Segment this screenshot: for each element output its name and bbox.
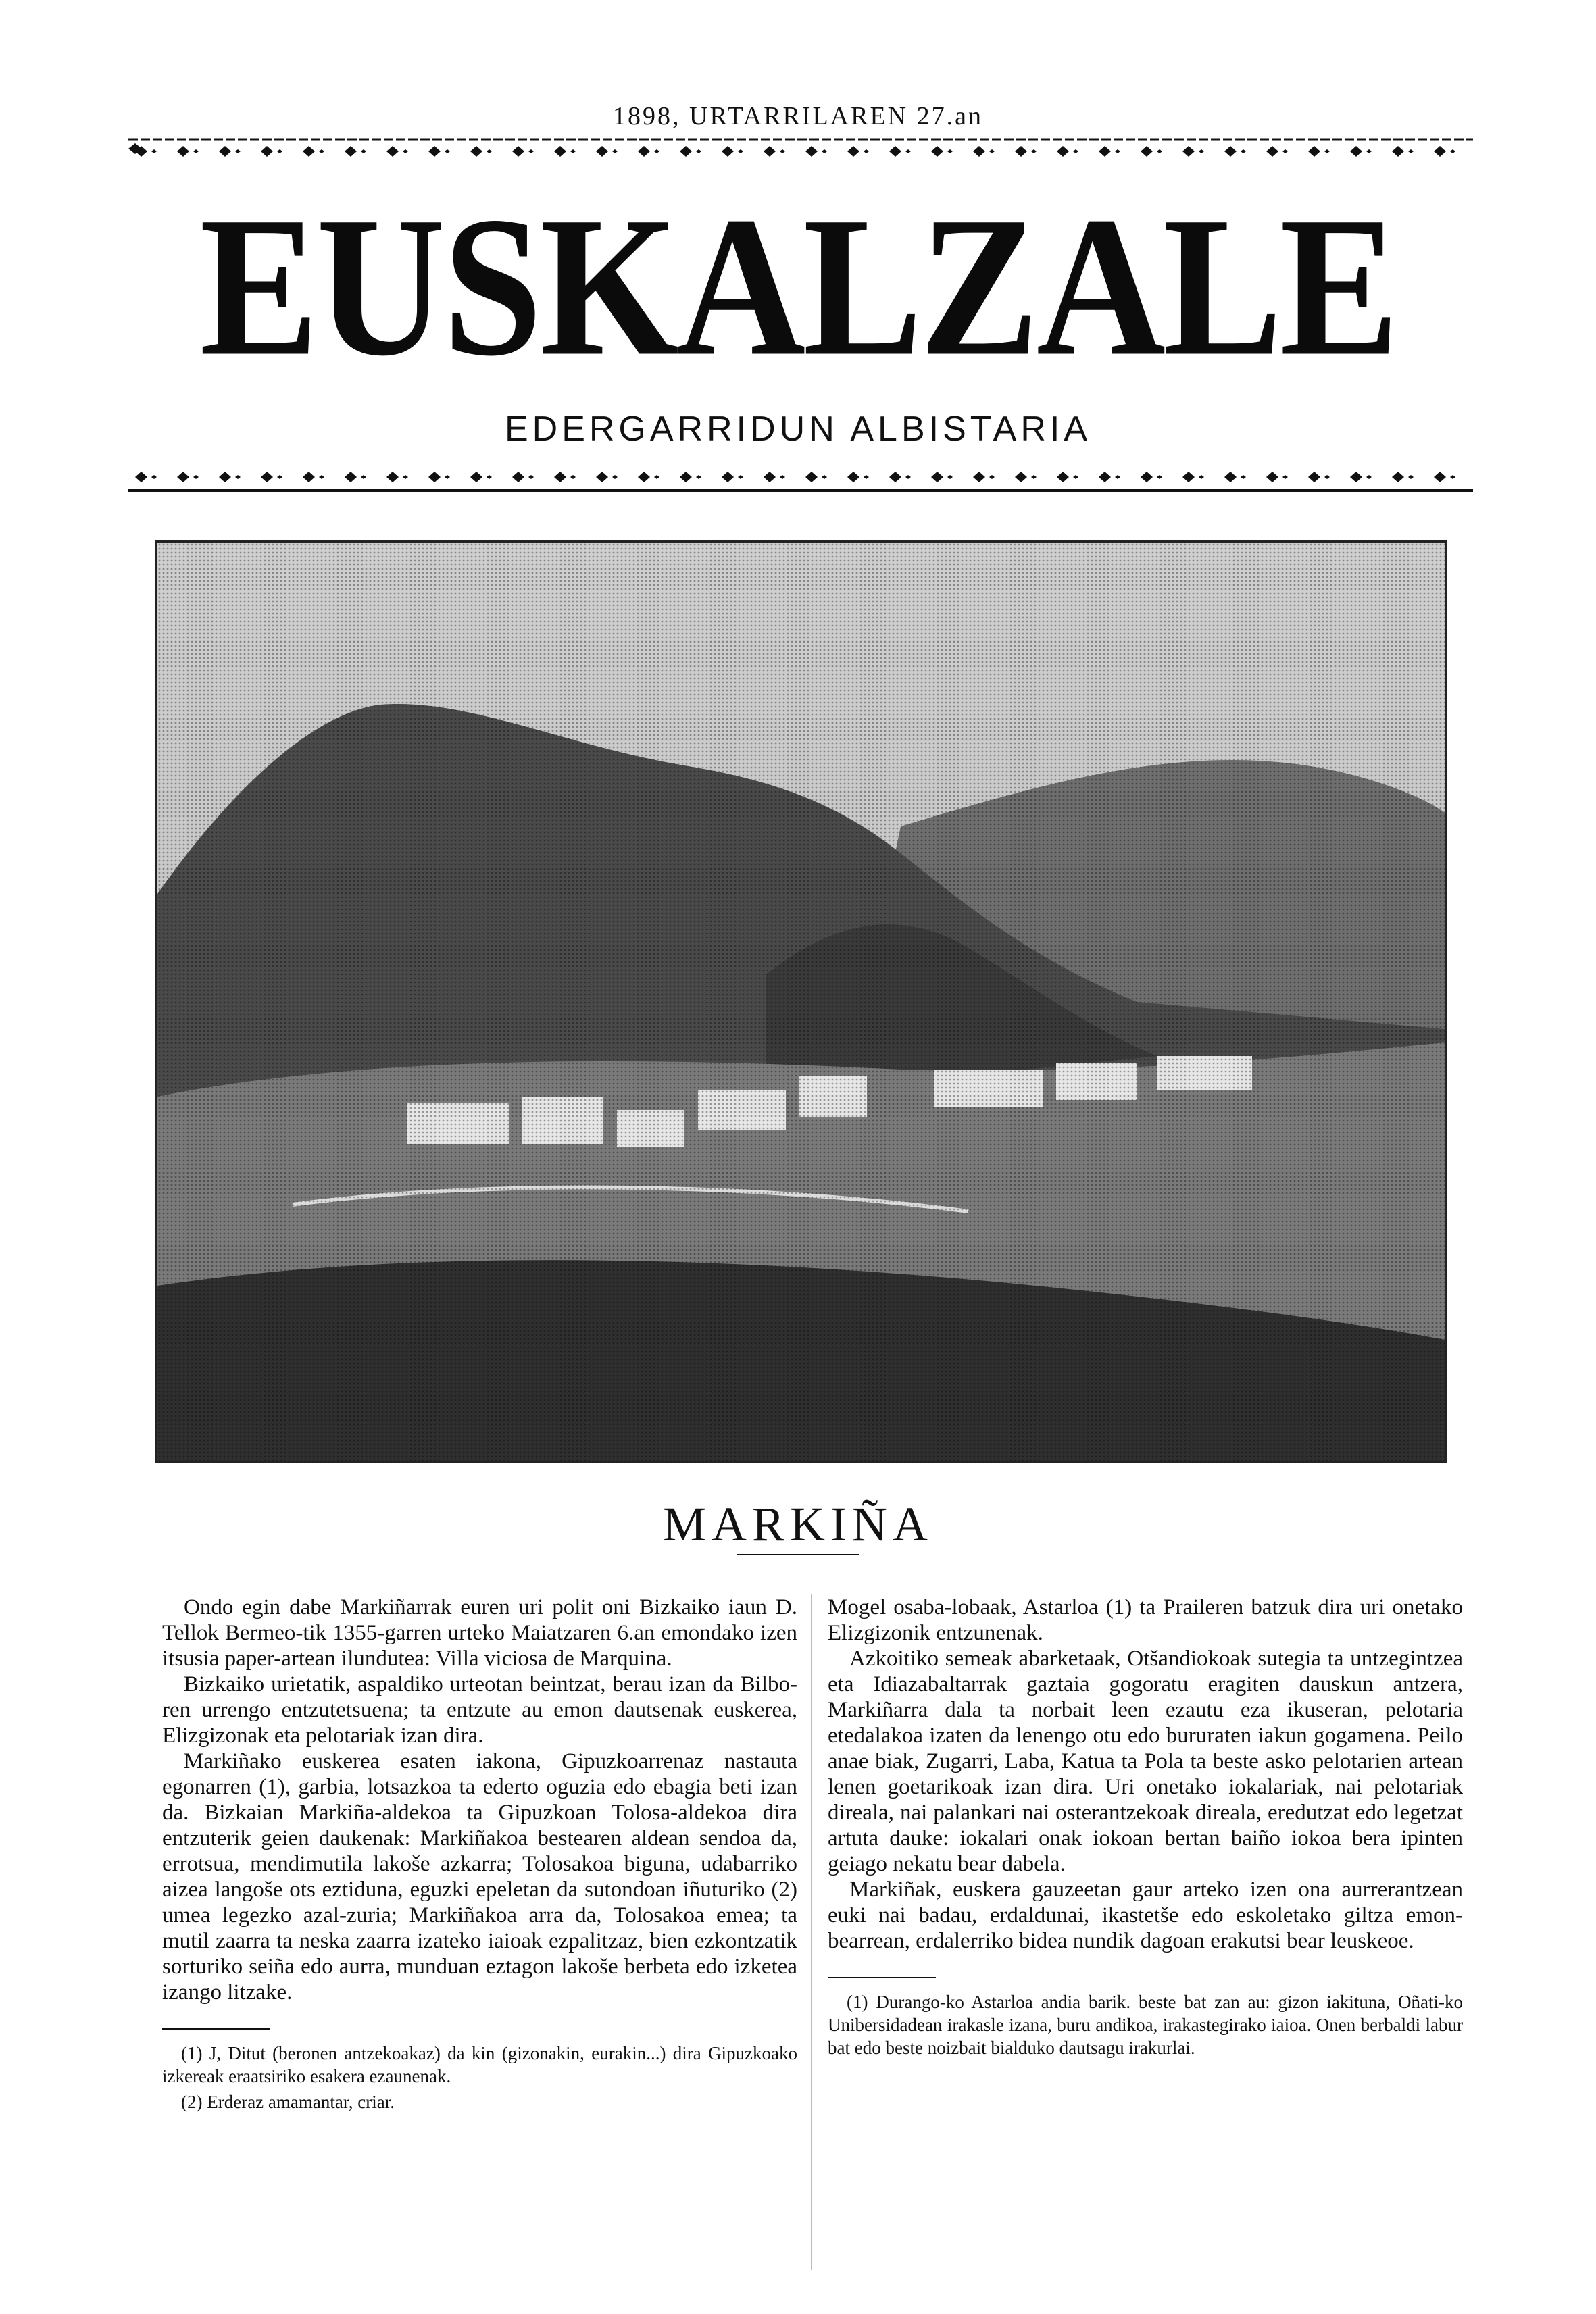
ornament-glyph bbox=[722, 472, 743, 482]
ornament-glyph bbox=[1057, 472, 1078, 482]
footnote: (2) Erderaz amamantar, criar. bbox=[181, 2092, 395, 2112]
ornament-glyph bbox=[931, 472, 953, 482]
ornament-glyph bbox=[470, 146, 492, 157]
ornament-glyph bbox=[847, 146, 869, 157]
footnote: (1) J, Ditut (beronen antzekoakaz) da kin (gizonakin, eurakin...) dira Gipuzkoako izkereak eraatsiriko esakera ezaunenak. bbox=[162, 2043, 797, 2086]
town-landscape-photo bbox=[155, 540, 1447, 1463]
ornament-glyph bbox=[638, 146, 659, 157]
ornament-glyph bbox=[303, 472, 324, 482]
paragraph: Mogel osaba-lobaak, Astarloa (1) ta Praileren batzuk dira uri onetako Elizgizonik entzunenak. bbox=[828, 1595, 1463, 1645]
issue-date: 1898, URTARRILAREN 27.an bbox=[613, 102, 983, 130]
ornament-glyph bbox=[680, 472, 701, 482]
ornament-glyph bbox=[345, 472, 366, 482]
footnote: (1) Durango-ko Astarloa andia barik. beste bat zan au: gizon iakituna, Oñati-ko Unibersidadean irakasle izana, buru andikoa, irakastegirako iaioa. Onen berbaldi labur bat edo beste noizbait bialduko dautsagu irakurlai. bbox=[828, 1992, 1463, 2058]
landscape-photo-icon bbox=[157, 543, 1445, 1461]
ornament-glyph bbox=[1350, 472, 1372, 482]
ornament-glyph bbox=[345, 146, 366, 157]
article-column-1 bbox=[162, 1594, 797, 2116]
ornament-glyph bbox=[1350, 146, 1372, 157]
paragraph: Ondo egin dabe Markiñarrak euren uri polit oni Bizkaiko iaun D. Tellok Bermeo-tik 1355-garren urteko Maiatzaren 6.an emondako izen itsusia paper-artean ilundutea: Villa viciosa de Marquina. bbox=[162, 1595, 797, 1671]
ornament-glyph bbox=[596, 146, 618, 157]
column-divider bbox=[811, 1594, 812, 2270]
ornament-glyph bbox=[1099, 146, 1120, 157]
ornament-glyph bbox=[847, 472, 869, 482]
ornament-glyph bbox=[177, 472, 199, 482]
ornament-glyph bbox=[638, 472, 659, 482]
title-underline bbox=[737, 1554, 859, 1555]
ornament-glyph bbox=[596, 472, 618, 482]
ornament-glyph bbox=[931, 146, 953, 157]
ornament-glyph bbox=[303, 146, 324, 157]
footnote-rule bbox=[828, 1977, 936, 1978]
paragraph: Bizkaiko urietatik, aspaldiko urteotan beintzat, berau izan da Bilbo-ren urrengo entzutetsuena; ta entzute au emon dautsenak euskerea, Elizgizonak eta pelotariak izan dira. bbox=[162, 1672, 797, 1748]
bottom-ornament-rule bbox=[128, 466, 1473, 493]
ornament-glyph bbox=[1015, 472, 1037, 482]
ornament-glyph bbox=[1099, 472, 1120, 482]
ornament-glyph bbox=[1182, 146, 1204, 157]
ornament-glyph bbox=[177, 146, 199, 157]
footnote-rule bbox=[162, 2028, 270, 2030]
ornament-glyph bbox=[1224, 472, 1246, 482]
ornament-glyph bbox=[805, 472, 827, 482]
ornament-glyph bbox=[1266, 146, 1288, 157]
ornament-glyph bbox=[1141, 146, 1162, 157]
ornament-glyph bbox=[470, 472, 492, 482]
ornament-glyph bbox=[805, 146, 827, 157]
ornament-glyph bbox=[261, 146, 282, 157]
ornament-glyph bbox=[1057, 146, 1078, 157]
ornament-glyph bbox=[219, 472, 241, 482]
masthead-title: EUSKALZALE bbox=[199, 176, 1397, 398]
ornament-glyph bbox=[1015, 146, 1037, 157]
ornament-glyph bbox=[1434, 146, 1455, 157]
ornament-glyph bbox=[764, 146, 785, 157]
ornament-glyph bbox=[1182, 472, 1204, 482]
ornament-glyph bbox=[889, 472, 911, 482]
ornament-glyph bbox=[219, 146, 241, 157]
ornament-glyph bbox=[764, 472, 785, 482]
ornament-glyph bbox=[1266, 472, 1288, 482]
ornament-glyph bbox=[512, 146, 534, 157]
ornament-glyph bbox=[1392, 146, 1414, 157]
article-column-2 bbox=[828, 1594, 1463, 2062]
ornament-glyph bbox=[554, 472, 576, 482]
ornament-glyph bbox=[261, 472, 282, 482]
ornament-glyph bbox=[554, 146, 576, 157]
top-ornament-rule bbox=[128, 135, 1473, 162]
ornament-glyph bbox=[889, 146, 911, 157]
ornament-glyph bbox=[428, 146, 450, 157]
masthead-subtitle: EDERGARRIDUN ALBISTARIA bbox=[504, 409, 1092, 449]
ornament-glyph bbox=[135, 472, 157, 482]
article-title: MARKIÑA bbox=[662, 1497, 933, 1551]
ornament-glyph bbox=[1434, 472, 1455, 482]
paragraph: Markiñako euskerea esaten iakona, Gipuzkoarrenaz nastauta egonarren (1), garbia, lotsazkoa ta ederto oguzia edo ebagia beti izan da. Bizkaian Markiña-aldekoa ta Gipuzkoan Tolosa-aldekoa dira entzuterik geien daukenak: Markiñakoa bestearen aldean sendoa da, errotsua, mendimutila lakoše azkarra; Tolosakoa biguna, udabarriko aizea langoše ots eztiduna, eguzki epeletan da sutondoan iñuturiko (2) umea legezko azal-zuria; Markiñakoa arra da, Tolosakoa emea; ta mutil zaarra ta neska zaarra izateko iaioak ezpalitzaz, bien ezkontzatik sorturiko seiña edo aurra, munduan eztagon lakoše berbeta edo izketea izango litzake. bbox=[162, 1749, 797, 2005]
footnotes bbox=[162, 2042, 797, 2113]
ornament-glyph bbox=[1308, 146, 1330, 157]
ornament-glyph bbox=[1392, 472, 1414, 482]
ornament-glyph bbox=[680, 146, 701, 157]
ornament-glyph bbox=[1308, 472, 1330, 482]
ornament-glyph bbox=[428, 472, 450, 482]
paragraph: Azkoitiko semeak abarketaak, Otšandiokoak sutegia ta untzegintzea eta Idiazabaltarrak gaztaia gogoratu eragiten dauskun antzera, Markiñarra dala ta norbait leen ezautu eza ikuseran, pelotaria etedalakoa izaten da lenengo otu edo bururaten iakun gogamena. Peilo anae biak, Zugarri, Laba, Katua ta Pola ta beste asko pelotarien artean lenen goetarikoak izan dira. Uri onetako iokalariak, nai pelotariak direala, nai palankari nai osterantzekoak direala, eredutzat edo legetzat artuta dauke: iokalari onak iokoan bertan baiño iokoa bera ipinten geiago nekatu bear dabela. bbox=[828, 1646, 1463, 1876]
ornament-glyph bbox=[1224, 146, 1246, 157]
ornament-glyph bbox=[722, 146, 743, 157]
ornament-glyph bbox=[973, 146, 995, 157]
ornament-glyph bbox=[512, 472, 534, 482]
ornament-glyph bbox=[386, 472, 408, 482]
ornament-glyph bbox=[1141, 472, 1162, 482]
ornament-glyph bbox=[973, 472, 995, 482]
ornament-glyph bbox=[386, 146, 408, 157]
footnotes bbox=[828, 1990, 1463, 2059]
paragraph: Markiñak, euskera gauzeetan gaur arteko izen ona aurrerantzean euki nai badau, erdaldunai, ikastetše edo eskoletako giltza emon-bearrean, erdalerriko bidea nundik dagoan erakutsi bear leuskeoe. bbox=[828, 1878, 1463, 1953]
